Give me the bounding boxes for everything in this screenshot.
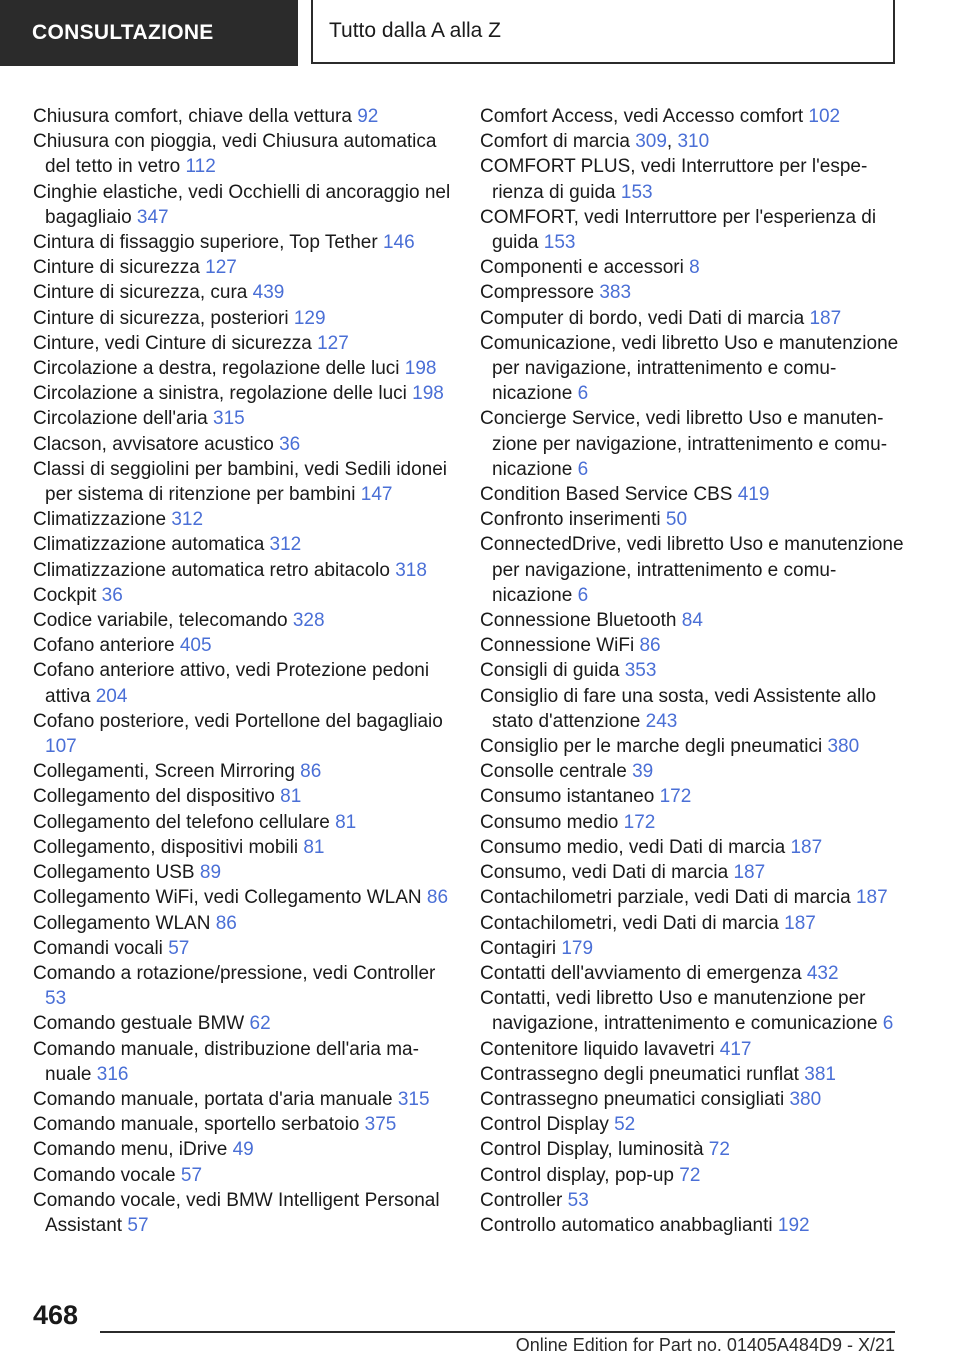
page-link[interactable]: 36 [279,433,301,455]
index-entry [480,1037,910,1062]
page-link[interactable]: 309 [635,131,667,153]
page-link[interactable]: 192 [777,1214,810,1236]
page-link[interactable]: 39 [632,761,654,783]
page-link[interactable]: 347 [136,206,169,228]
page-link[interactable]: 81 [335,811,357,833]
index-entry [33,432,453,457]
index-entry-text: Componenti e accessori [480,257,684,279]
index-entry-text: Comfort di marcia [480,131,630,153]
index-entry-text: Cofano anteriore attivo, vedi Protezione pedoni attiva [33,660,430,707]
index-entry [480,1137,910,1162]
index-entry-text: Controllo automatico anabbaglianti [480,1214,773,1236]
page-link[interactable]: 57 [168,937,190,959]
index-entry-text: Contagiri [480,937,557,959]
index-entry [480,280,910,305]
page-link[interactable]: 380 [827,736,860,758]
page-link[interactable]: 198 [404,358,437,380]
page-link[interactable]: 52 [614,1114,636,1136]
page-link[interactable]: 172 [623,811,656,833]
index-entry-text: Collegamento del dispositivo [33,786,275,808]
index-entry [33,1137,453,1162]
index-entry-text: Control display, pop-up [480,1164,674,1186]
page-link[interactable]: 86 [300,761,322,783]
page-link[interactable]: 102 [808,106,841,127]
index-entry-text: COMFORT, vedi Interruttore per l'esperienza di guida [480,206,877,254]
index-entry-text: Collegamento, dispositivi mobili [33,836,299,858]
page-link[interactable]: 243 [645,710,678,732]
index-entry [33,381,453,406]
index-entry-text: Consumo, vedi Dati di marcia [480,862,729,884]
page-link[interactable]: 6 [577,383,589,405]
index-entry [480,911,910,936]
page-link[interactable]: 312 [171,509,204,531]
section-tab [0,0,298,66]
index-entry [33,911,453,936]
index-entry [33,104,453,129]
page-link[interactable]: 419 [737,484,770,506]
index-entry-text: Cinture di sicurezza, posteriori [33,307,289,329]
index-entry [480,810,910,835]
index-entry [480,684,910,734]
index-entry [33,1163,453,1188]
page-link[interactable]: 318 [395,559,427,581]
page-link[interactable]: 315 [397,1088,430,1110]
index-entry [33,658,453,708]
index-entry [480,1062,910,1087]
index-entry-text: Computer di bordo, vedi Dati di marcia [480,307,805,329]
chapter-title-box [311,0,895,64]
index-entry-text: Concierge Service, vedi libretto Uso e manutenzione per navigazione, intrattenimento e comunicazione [480,408,888,480]
page-link[interactable]: 6 [577,458,589,480]
page-link[interactable]: 86 [215,912,237,934]
index-entry [33,608,453,633]
index-entry-text: Consolle centrale [480,761,627,783]
page-link[interactable]: 316 [96,1063,129,1085]
page-link[interactable]: 312 [269,534,302,556]
index-entry-text: Comando manuale, distribuzione dell'aria manuale [33,1038,419,1085]
page-link[interactable]: 432 [806,962,839,984]
index-entry-text: Comando manuale, sportello serbatoio [33,1114,360,1136]
index-entry [480,154,910,204]
page-link[interactable]: 86 [426,887,449,909]
index-entry-text: Climatizzazione automatica [33,534,265,556]
index-entry-text: Contachilometri, vedi Dati di marcia [480,912,779,934]
index-entry [480,1163,910,1188]
index-entry [480,255,910,280]
index-entry [480,986,910,1036]
index-entry [480,1213,910,1238]
page-link[interactable]: 328 [292,610,325,632]
index-entry-text: Circolazione a destra, regolazione delle luci [33,358,400,380]
page-link[interactable]: 204 [95,685,128,707]
index-entry [480,1188,910,1213]
page-link[interactable]: 81 [303,836,325,858]
index-column-left [33,104,453,1238]
index-entry-text: Connessione Bluetooth [480,610,677,632]
index-entry-text: Consumo medio, vedi Dati di marcia [480,836,786,858]
index-entry [480,784,910,809]
edition-note: Online Edition for Part no. 01405A484D9 - X/21 [515,1335,895,1355]
page-link[interactable]: 92 [357,106,379,127]
page-link[interactable]: 198 [412,383,444,405]
index-entry [33,356,453,381]
index-entry [480,104,910,129]
page-header [0,0,960,66]
index-entry [33,961,453,1011]
page-link[interactable]: 84 [681,610,703,632]
index-entry-text: Contatti dell'avviamento di emergenza [480,962,802,984]
index-entry [480,532,910,608]
index-entry [480,205,910,255]
page-link[interactable]: 375 [364,1114,397,1136]
index-entry [480,1087,910,1112]
index-entry [33,406,453,431]
index-entry [480,633,910,658]
index-entry [33,759,453,784]
index-column-right [480,104,910,1238]
index-entry-text: Cofano anteriore [33,635,175,657]
page-link[interactable]: 53 [45,988,67,1010]
page-link[interactable]: 36 [101,584,123,606]
index-entry-text: Cinghie elastiche, vedi Occhielli di ancoraggio nel bagagliaio [33,181,451,228]
page-link[interactable]: 315 [213,408,245,430]
index-entry-text: Collegamento WiFi, vedi Collegamento WLAN [33,887,422,909]
index-entry-text: Comando vocale [33,1164,176,1186]
index-entry-text: Circolazione dell'aria [33,408,208,430]
page-link[interactable]: 112 [185,156,216,178]
index-entry [33,507,453,532]
index-entry-text: Control Display, luminosità [480,1139,704,1161]
page-link[interactable]: 8 [689,257,700,279]
index-entry [33,835,453,860]
index-entry-text: Consigli di guida [480,660,620,682]
page-link[interactable]: 50 [665,509,688,531]
page-link[interactable]: 172 [659,786,692,808]
index-entry [480,759,910,784]
index-entry [480,507,910,532]
index-entry-text: Consiglio di fare una sosta, vedi Assistente allo stato d'attenzione [480,685,877,732]
page-link[interactable]: 6 [882,1013,894,1035]
page-link[interactable]: 353 [624,660,657,682]
page-link[interactable]: 187 [733,862,766,884]
index-entry-text: Comando vocale, vedi BMW Intelligent Personal Assistant [33,1189,440,1236]
index-entry-text: Comando gestuale BMW [33,1013,245,1035]
index-entry-text: Confronto inserimenti [480,509,661,531]
page-link[interactable]: 179 [561,937,594,959]
index-entry [33,1037,453,1087]
index-entry-text: Comando manuale, portata d'aria manuale [33,1088,393,1110]
page-link[interactable]: 405 [179,635,212,657]
index-entry [33,1188,453,1238]
index-entry [33,709,453,759]
page-link[interactable]: 187 [855,887,888,909]
index-entry-text: ConnectedDrive, vedi libretto Uso e manutenzione per navigazione, intrattenimento e comunicazione [480,534,904,606]
index-entry [480,936,910,961]
index-entry [33,860,453,885]
index-entry-text: Collegamento del telefono cellulare [33,811,330,833]
index-entry [33,280,453,305]
index-entry [33,1112,453,1137]
index-entry-text: Consumo istantaneo [480,786,655,808]
index-entry-text: Comunicazione, vedi libretto Uso e manutenzione per navigazione, intrattenimento e comunicazione [480,332,899,405]
index-entry-text: Contenitore liquido lavavetri [480,1038,715,1060]
index-entry [33,331,453,356]
index-entry [480,482,910,507]
index-entry [33,532,453,557]
page-link[interactable]: 57 [127,1214,149,1236]
index-entry-text: Comfort Access, vedi Accesso comfort [480,106,804,127]
index-entry [480,331,910,407]
index-entry [33,936,453,961]
index-entry-text: Contatti, vedi libretto Uso e manutenzione per navigazione, intrattenimento e comunicazione [480,988,878,1035]
page-link[interactable]: 49 [232,1139,254,1161]
page-link[interactable]: 107 [45,736,77,758]
section-label: CONSULTAZIONE [32,21,214,44]
index-entry-text: Climatizzazione automatica retro abitacolo [33,559,390,581]
index-entry-text: Cinture di sicurezza, cura [33,282,248,304]
index-entry-text: Collegamento USB [33,862,195,884]
index-entry: Comfort di marcia 309, 310 [480,131,710,153]
index-entry [480,885,910,910]
index-entry-text: Connessione WiFi [480,635,635,657]
index-entry [480,608,910,633]
index-entry-text: Cinture di sicurezza [33,257,200,279]
index-entry [480,835,910,860]
page-link[interactable]: 146 [382,232,415,254]
index-entry [33,1087,453,1112]
index-entry [33,129,453,179]
page-link[interactable]: 439 [252,282,285,304]
page-link[interactable]: 380 [789,1088,822,1110]
index-entry [33,457,453,507]
page-link[interactable]: 383 [599,282,632,304]
page-link[interactable]: 53 [567,1189,589,1211]
page-link[interactable]: 310 [677,131,710,153]
index-entry [33,255,453,280]
index-entry-text: Cintura di fissaggio superiore, Top Tether [33,232,378,254]
page-link[interactable]: 89 [199,862,222,884]
page-link[interactable]: 127 [317,332,349,354]
index-entry-text: Contrassegno pneumatici consigliati [480,1088,785,1110]
page-link[interactable]: 86 [639,635,661,657]
index-entry-text: Contachilometri parziale, vedi Dati di marcia [480,887,851,909]
index-entry-text: Compressore [480,282,595,304]
page-link[interactable]: 147 [360,484,393,506]
page-link[interactable]: 187 [790,836,823,858]
index-entry-text: Comandi vocali [33,937,163,959]
index-entry [33,784,453,809]
page-link[interactable]: 129 [293,307,326,329]
index-entry-text: Comando a rotazione/pressione, vedi Controller [33,962,436,984]
footer-divider [100,1331,895,1333]
index-entry-text: Contrassegno degli pneumatici runflat [480,1063,799,1085]
index-entry [480,306,910,331]
page-link[interactable]: 153 [543,232,576,254]
index-entry-text: Controller [480,1189,563,1211]
index-entry [33,230,453,255]
page-link[interactable]: 417 [719,1038,752,1060]
index-entry-text: Cinture, vedi Cinture di sicurezza [33,332,312,354]
index-entry-text: COMFORT PLUS, vedi Interruttore per l'esperienza di guida [480,156,868,203]
index-entry [480,406,910,482]
index-entry-text: Cofano posteriore, vedi Portellone del bagagliaio [33,710,443,732]
page-link[interactable]: 57 [180,1164,203,1186]
index-entry-text: Collegamento WLAN [33,912,211,934]
index-entry [33,583,453,608]
index-entry-text: Collegamenti, Screen Mirroring [33,761,295,783]
index-entry [33,180,453,230]
page-link[interactable]: 62 [249,1013,271,1035]
page-link[interactable]: 127 [205,257,237,279]
page-link[interactable]: 72 [679,1164,701,1186]
index-entry-text: Classi di seggiolini per bambini, vedi Sedili idonei per sistema di ritenzione per bambini [33,458,448,506]
index-entry-text: Chiusura comfort, chiave della vettura [33,106,352,127]
index-entry [33,558,453,583]
page-link[interactable]: 6 [577,584,589,606]
index-entry [33,306,453,331]
index-entry [480,658,910,683]
index-entry [480,734,910,759]
index-entry [480,1112,910,1137]
index-entry-text: Chiusura con pioggia, vedi Chiusura automatica del tetto in vetro [33,131,437,178]
page-link[interactable]: 187 [784,912,816,934]
page-link[interactable]: 381 [804,1063,836,1085]
index-entry-text: Consiglio per le marche degli pneumatici [480,736,823,758]
index-entry [33,1011,453,1036]
index-entry-text: Codice variabile, telecomando [33,610,288,632]
index-entry [480,961,910,986]
index-entry [33,885,453,910]
index-entry-text: Climatizzazione [33,509,167,531]
page-link[interactable]: 81 [280,786,302,808]
index-entry [480,860,910,885]
index-entry [33,633,453,658]
index-entry-text: Cockpit [33,584,97,606]
page-link[interactable]: 153 [620,181,653,203]
index-entry-text: Condition Based Service CBS [480,484,733,506]
index-entry-text: Consumo medio [480,811,619,833]
index-entry-text: Comando menu, iDrive [33,1139,228,1161]
index-entry [33,810,453,835]
chapter-title: Tutto dalla A alla Z [329,19,501,42]
index-entry-text: Control Display [480,1114,609,1136]
page-link[interactable]: 72 [708,1139,730,1161]
page-link[interactable]: 187 [809,307,842,329]
index-entry-text: Circolazione a sinistra, regolazione delle luci [33,383,407,405]
index-entry-text: Clacson, avvisatore acustico [33,433,274,455]
page-number: 468 [33,1300,79,1330]
